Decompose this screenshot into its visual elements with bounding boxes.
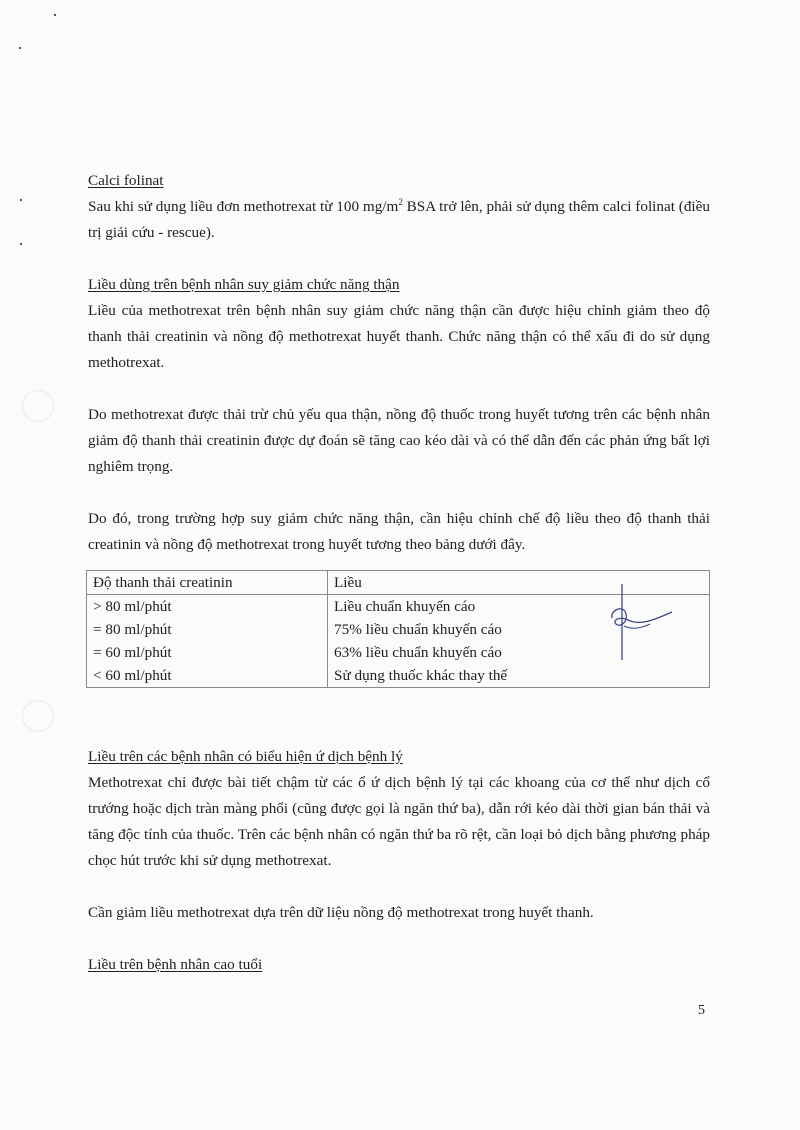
scan-speck — [19, 47, 21, 49]
table-row — [87, 664, 710, 688]
heading-calci-folinat: Calci folinat — [88, 172, 164, 189]
page-number: 5 — [698, 1003, 705, 1018]
signature-mark — [606, 582, 676, 662]
table-header-cell: Liều — [328, 571, 710, 595]
paragraph-renal-1: Liều của methotrexat trên bệnh nhân suy giảm chức năng thận cần được hiệu chỉnh giảm theo độ thanh thải creatinin và nồng độ methotrexat huyết thanh. Chức năng thận có thể xấu đi do sử dụng methotrexat. — [88, 302, 710, 371]
table-cell: 63% liều chuẩn khuyến cáo — [328, 641, 710, 664]
table-cell: = 80 ml/phút — [87, 618, 328, 641]
paragraph-renal-3: Do đó, trong trường hợp suy giảm chức năng thận, cần hiệu chỉnh chế độ liều theo độ thanh thải creatinin và nồng độ methotrexat trong huyết tương theo bảng dưới đây. — [88, 510, 710, 553]
table-cell: Liều chuẩn khuyến cáo — [328, 595, 710, 619]
heading-elderly-dosing: Liều trên bệnh nhân cao tuổi — [88, 956, 263, 973]
table-cell: < 60 ml/phút — [87, 664, 328, 688]
paragraph-effusion-1: Methotrexat chỉ được bài tiết chậm từ các ổ ứ dịch bệnh lý tại các khoang của cơ thể như dịch cổ trướng hoặc dịch tràn màng phổi (cũng được gọi là ngăn thứ ba), dẫn rới kéo dài thời gian bán thải và tăng độc tính của thuốc. Trên các bệnh nhân có ngăn thứ ba rõ rệt, cần loại bỏ dịch bằng phương pháp chọc hút trước khi sử dụng methotrexat. — [88, 774, 710, 869]
table-header-cell: Độ thanh thải creatinin — [87, 571, 328, 595]
scan-speck — [20, 243, 22, 245]
table-cell: > 80 ml/phút — [87, 595, 328, 619]
heading-renal-dosing: Liều dùng trên bệnh nhân suy giảm chức năng thận — [88, 276, 400, 293]
table-cell: 75% liều chuẩn khuyến cáo — [328, 618, 710, 641]
punch-hole-mark — [22, 390, 54, 422]
heading-effusion-dosing: Liều trên các bệnh nhân có biểu hiện ứ dịch bệnh lý — [88, 748, 403, 765]
table-cell: Sử dụng thuốc khác thay thế — [328, 664, 710, 688]
paragraph-effusion-2: Cần giảm liều methotrexat dựa trên dữ liệu nồng độ methotrexat trong huyết thanh. — [88, 904, 594, 921]
table-cell: = 60 ml/phút — [87, 641, 328, 664]
punch-hole-mark — [22, 700, 54, 732]
paragraph-calci-folinat: Sau khi sử dụng liều đơn methotrexat từ 100 $mg/m^2$ BSA trở lên, phải sử dụng thêm calci folinat (điều trị giải cứu - rescue). — [88, 197, 710, 241]
paragraph-renal-2: Do methotrexat được thải trừ chủ yếu qua thận, nồng độ thuốc trong huyết tương trên các bệnh nhân giảm độ thanh thải creatinin được dự đoán sẽ tăng cao kéo dài và có thể dẫn đến các phản ứng bất lợi nghiêm trọng. — [88, 406, 710, 475]
scan-speck — [20, 199, 22, 201]
scan-speck — [54, 14, 56, 16]
document-body — [88, 168, 710, 978]
